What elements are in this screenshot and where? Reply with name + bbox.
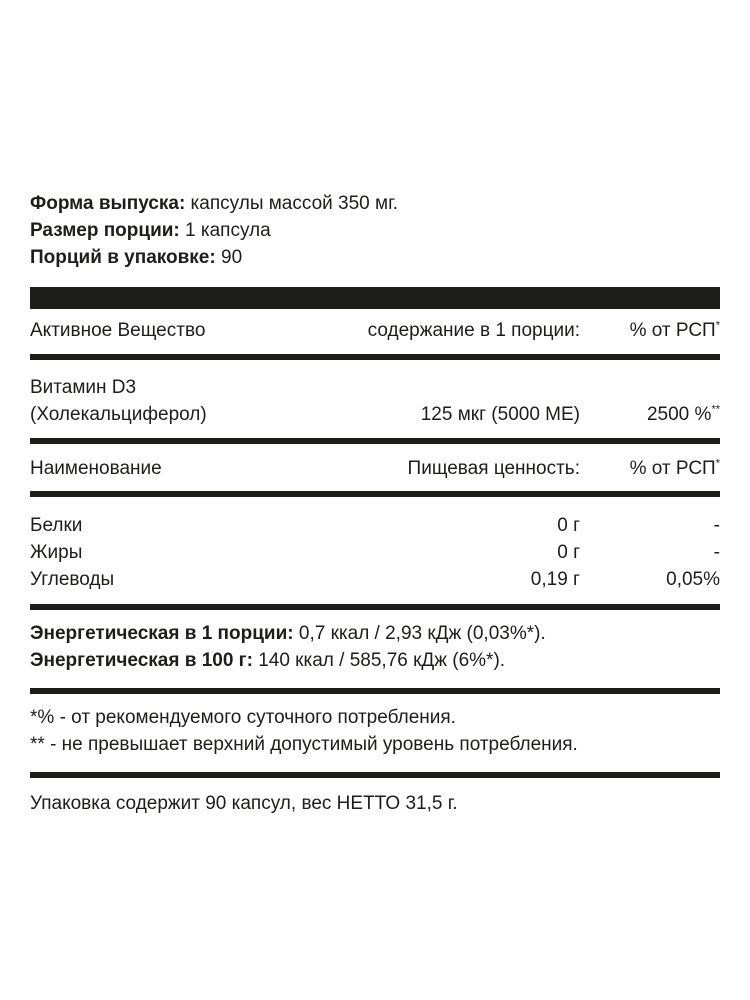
energy-per-serving-value: 0,7 ккал / 2,93 кДж (0,03%*). xyxy=(293,623,546,644)
nutrition-rows xyxy=(30,512,720,593)
energy-per-serving-line xyxy=(30,620,720,647)
nutrition-header-percent-text: % от РСП xyxy=(629,458,716,479)
nutrient-percent: - xyxy=(713,515,720,536)
nutrient-percent: - xyxy=(713,542,720,563)
servings-per-pack-line xyxy=(30,244,720,271)
table-row xyxy=(30,539,720,566)
product-info xyxy=(30,190,720,271)
active-header-percent-text: % от РСП xyxy=(629,320,716,341)
active-item-name-line1: Витамин D3 xyxy=(30,377,137,398)
active-table-header xyxy=(30,317,720,344)
active-item-line2 xyxy=(30,401,720,428)
active-item-amount: 125 мкг (5000 МЕ) xyxy=(420,404,580,425)
divider-thin xyxy=(30,354,720,360)
serving-size-label: Размер порции: xyxy=(30,220,180,241)
active-item-line1 xyxy=(30,374,720,401)
nutrient-value: 0,19 г xyxy=(530,569,580,590)
active-item-percent xyxy=(580,401,720,428)
nutrition-header-value: Пищевая ценность: xyxy=(407,458,580,479)
servings-per-pack-value: 90 xyxy=(215,247,243,268)
divider-thin xyxy=(30,688,720,694)
active-header-percent-mark: * xyxy=(715,319,720,332)
energy-per-100g-value: 140 ккал / 585,76 кДж (6%*). xyxy=(252,650,506,671)
active-item-percent-text: 2500 % xyxy=(646,404,712,425)
energy-per-100g-label: Энергетическая в 100 г: xyxy=(30,650,253,671)
active-header-amount: содержание в 1 порции: xyxy=(367,320,580,341)
nutrition-header-percent xyxy=(580,455,720,482)
nutrition-header-name: Наименование xyxy=(30,458,162,479)
active-item xyxy=(30,374,720,428)
divider-thin xyxy=(30,438,720,444)
package-contents: Упаковка содержит 90 капсул, вес НЕТТО 31,5 г. xyxy=(30,793,458,814)
nutrient-percent: 0,05% xyxy=(666,569,720,590)
servings-per-pack-label: Порций в упаковке: xyxy=(30,247,216,268)
nutrient-name: Углеводы xyxy=(30,569,115,590)
table-row xyxy=(30,512,720,539)
divider-thick xyxy=(30,287,720,309)
active-header-percent xyxy=(580,317,720,344)
nutrient-name: Белки xyxy=(30,515,83,536)
divider-thin xyxy=(30,491,720,497)
release-form-label: Форма выпуска: xyxy=(30,193,186,214)
active-item-percent-mark: ** xyxy=(711,403,720,416)
footnote-rsp: *% - от рекомендуемого суточного потребления. xyxy=(30,707,456,728)
nutrient-value: 0 г xyxy=(557,542,580,563)
serving-size-line xyxy=(30,217,720,244)
nutrition-panel xyxy=(30,190,720,817)
energy-per-serving-label: Энергетическая в 1 порции: xyxy=(30,623,294,644)
footnote-upper-limit: ** - не превышает верхний допустимый уровень потребления. xyxy=(30,734,578,755)
energy-block xyxy=(30,620,720,674)
table-row xyxy=(30,566,720,593)
serving-size-value: 1 капсула xyxy=(179,220,271,241)
active-item-name-line2: (Холекальциферол) xyxy=(30,404,207,425)
divider-thin xyxy=(30,772,720,778)
nutrient-value: 0 г xyxy=(557,515,580,536)
nutrition-table-header xyxy=(30,455,720,482)
active-header-substance: Активное Вещество xyxy=(30,320,206,341)
divider-thin xyxy=(30,604,720,610)
nutrition-header-percent-mark: * xyxy=(715,457,720,470)
footnotes xyxy=(30,704,720,758)
nutrient-name: Жиры xyxy=(30,542,83,563)
release-form-line xyxy=(30,190,720,217)
release-form-value: капсулы массой 350 мг. xyxy=(185,193,398,214)
energy-per-100g-line xyxy=(30,647,720,674)
